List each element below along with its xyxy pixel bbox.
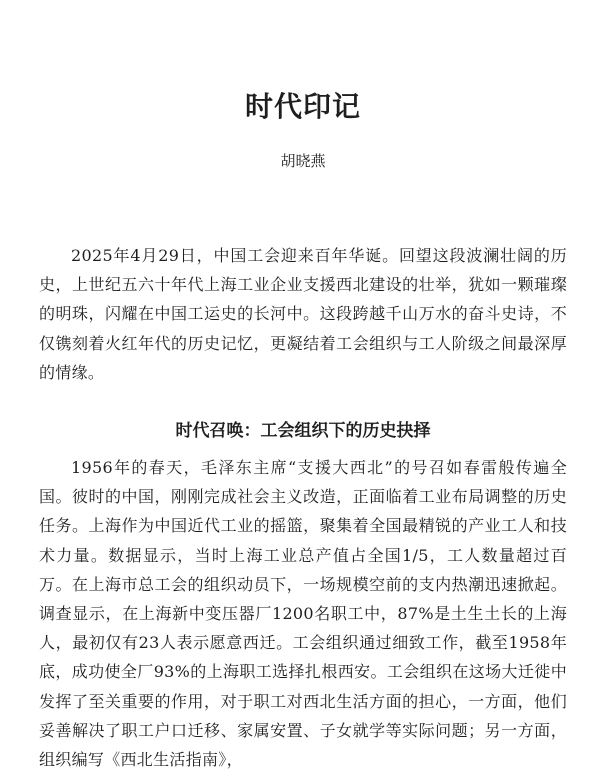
article-title: 时代印记 — [244, 89, 361, 123]
section-paragraph: 1956年的春天，毛泽东主席“支援大西北”的号召如春雷般传遍全国。彼时的中国，刚刚完成社会主义改造，正面临着工业布局调整的历史任务。上海作为中国近代工业的摇篮，聚集着全国最精锐的产业工人和技术力量。数据显示，当时上海工业总产值占全国1/5，工人数量超过百万。在上海市总工会的组织动员下，一场规模空前的支内热潮迅速掀起。调查显示，在上海新中变压器厂1200名职工中，87%是土生土长的上海人，最初仅有23人表示愿意西迁。工会组织通过细致工作，截至1958年底，成功使全厂93%的上海职工选择扎根西安。工会组织在这场大迁徙中发挥了至关重要的作用，对于职工对西北生活方面的担心，一方面，他们妥善解决了职工户口迁移、家属安置、子女就学等实际问题；另一方面，组织编写《西北生活指南》， — [39, 458, 567, 770]
intro-paragraph: 2025年4月29日，中国工会迎来百年华诞。回望这段波澜壮阔的历史，上世纪五六十年代上海工业企业支援西北建设的壮举，犹如一颗璀璨的明珠，闪耀在中国工运史的长河中。这段跨越千山万水的奋斗史诗，不仅镌刻着火红年代的历史记忆，更凝结着工会组织与工人阶级之间最深厚的情缘。 — [39, 246, 567, 382]
section-heading: 时代召唤：工会组织下的历史抉择 — [175, 421, 431, 442]
article-author: 胡晓燕 — [280, 152, 326, 170]
